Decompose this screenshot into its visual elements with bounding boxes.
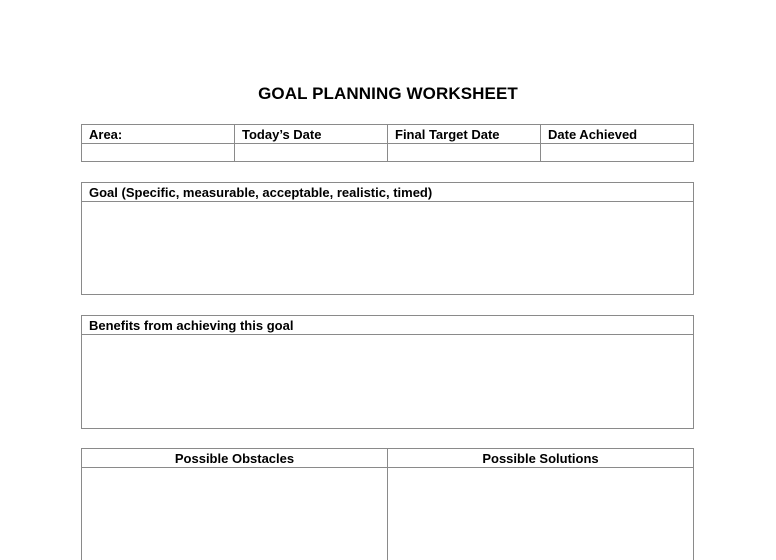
- page-title: GOAL PLANNING WORKSHEET: [258, 84, 518, 103]
- goal-field[interactable]: [82, 202, 694, 295]
- area-field[interactable]: [82, 144, 235, 162]
- benefits-label: Benefits from achieving this goal: [82, 316, 694, 335]
- goal-label: Goal (Specific, measurable, acceptable, realistic, timed): [82, 183, 694, 202]
- goal-body-row: [82, 202, 694, 295]
- date-achieved-label: Date Achieved: [541, 125, 694, 144]
- goal-header-row: [82, 183, 694, 202]
- final-target-date-field[interactable]: [388, 144, 541, 162]
- date-achieved-field[interactable]: [541, 144, 694, 162]
- benefits-table: [81, 315, 694, 429]
- info-table: [81, 124, 694, 162]
- benefits-body-row: [82, 335, 694, 429]
- todays-date-field[interactable]: [235, 144, 388, 162]
- possible-obstacles-field[interactable]: [82, 468, 388, 560]
- possible-obstacles-label: Possible Obstacles: [82, 449, 388, 468]
- todays-date-label: Today’s Date: [235, 125, 388, 144]
- obstacles-header-row: [82, 449, 694, 468]
- possible-solutions-label: Possible Solutions: [388, 449, 694, 468]
- benefits-field[interactable]: [82, 335, 694, 429]
- obstacles-body-row: [82, 468, 694, 560]
- info-value-row: [82, 144, 694, 162]
- goal-table: [81, 182, 694, 295]
- benefits-header-row: [82, 316, 694, 335]
- area-label: Area:: [82, 125, 235, 144]
- possible-solutions-field[interactable]: [388, 468, 694, 560]
- final-target-date-label: Final Target Date: [388, 125, 541, 144]
- info-header-row: [82, 125, 694, 144]
- obstacles-solutions-table: [81, 448, 694, 560]
